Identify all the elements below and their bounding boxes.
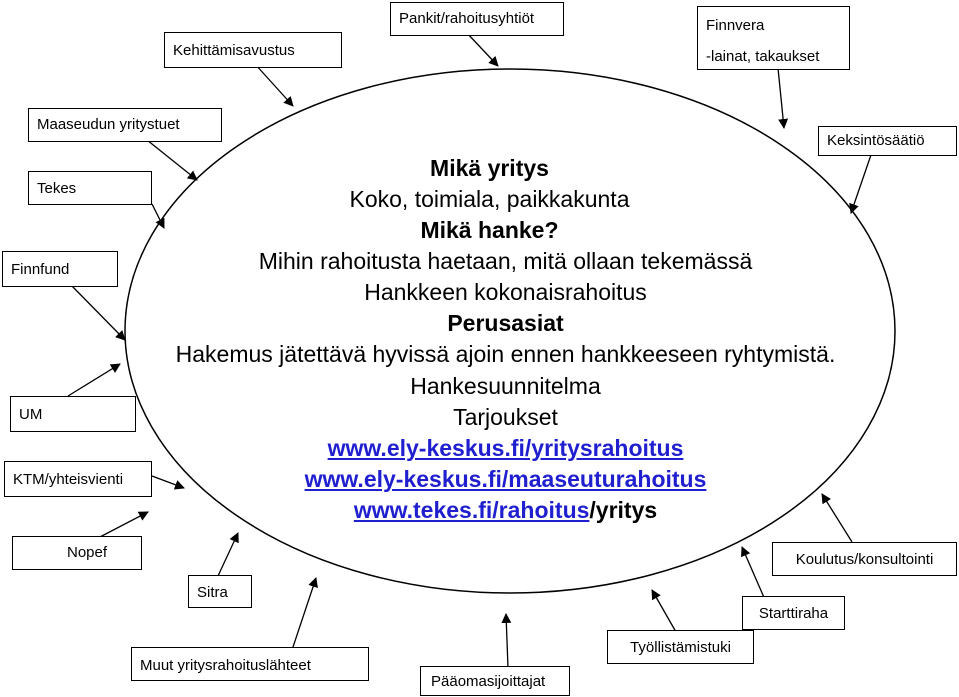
center-line-mihin: Mihin rahoitusta haetaan, mitä ollaan tekemässä [258, 248, 753, 274]
label-tyollistamistuki: Työllistämistuki [630, 639, 731, 656]
center-line-koko: Koko, toimiala, paikkakunta [349, 186, 630, 212]
label-nopef: Nopef [67, 544, 108, 561]
center-line-mika-hanke: Mikä hanke? [420, 217, 559, 243]
label-um: UM [19, 406, 43, 423]
center-line-tarjoukset: Tarjoukset [453, 404, 558, 430]
label-ktm: KTM/yhteisvienti [13, 471, 124, 488]
label-finnvera-sub: -lainat, takaukset [706, 48, 820, 65]
label-paaomasijoittajat: Pääomasijoittajat [431, 673, 546, 690]
label-pankit: Pankit/rahoitusyhtiöt [399, 10, 535, 27]
label-muut: Muut yritysrahoituslähteet [140, 657, 311, 674]
label-kehittamisavustus: Kehittämisavustus [173, 42, 295, 59]
label-starttiraha: Starttiraha [758, 605, 829, 622]
link-tekes-rahoitus[interactable]: www.tekes.fi/rahoitus [353, 497, 590, 523]
link-ely-yritysrahoitus[interactable]: www.ely-keskus.fi/yritysrahoitus [327, 435, 684, 461]
label-tekes: Tekes [37, 180, 77, 197]
label-maaseudun: Maaseudun yritystuet [37, 116, 180, 133]
label-finnvera-title: Finnvera [706, 17, 765, 34]
label-keksintosaatio: Keksintösäätiö [827, 132, 925, 149]
link-tekes-row [26, 496, 959, 524]
link-ely-maaseuturahoitus[interactable]: www.ely-keskus.fi/maaseuturahoitus [304, 466, 707, 492]
label-sitra: Sitra [197, 584, 228, 601]
center-line-hakemus: Hakemus jätettävä hyvissä ajoin ennen hankkeeseen ryhtymistä. [175, 341, 836, 367]
label-finnfund: Finnfund [11, 261, 70, 278]
center-line-mika-yritys: Mikä yritys [430, 155, 549, 181]
center-line-hankesuunnitelma: Hankesuunnitelma [410, 373, 601, 399]
center-line-perusasiat: Perusasiat [447, 310, 564, 336]
center-line-kokonaisrahoitus: Hankkeen kokonaisrahoitus [364, 279, 647, 305]
link-tekes-suffix: /yritys [589, 497, 658, 523]
label-koulutus: Koulutus/konsultointi [795, 551, 934, 568]
